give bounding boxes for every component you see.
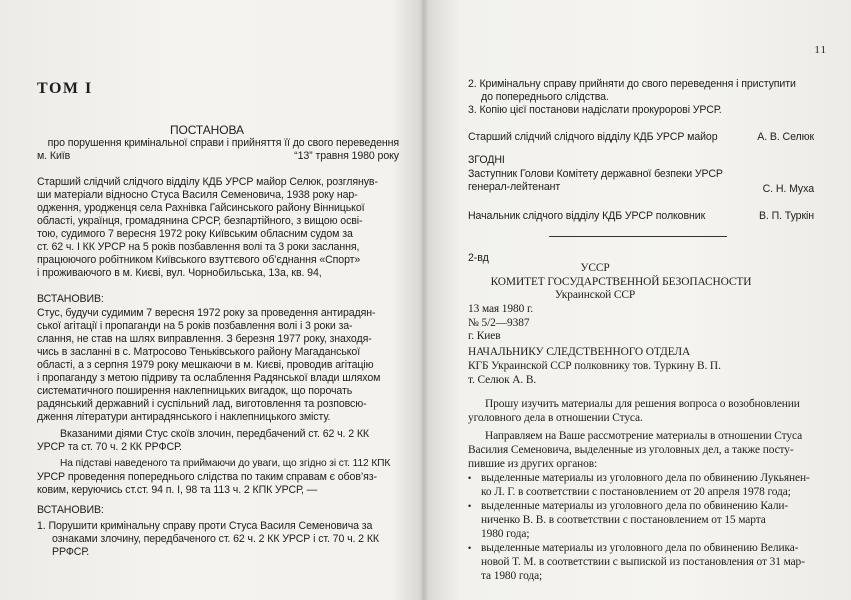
- text-line: та 1980 года;: [481, 570, 543, 582]
- right-page: [425, 0, 851, 600]
- text-line: Старший слідчий слідчого відділу КДБ УРСР майор Селюк, розглянув-: [37, 176, 378, 188]
- text-line: і проживаючого в м. Києві, вул. Чорнобильська, 13а, кв. 94,: [37, 267, 322, 279]
- signer3-title: Начальник слідчого відділу КДБ УРСР полковник: [468, 210, 706, 222]
- text-line: Вказаними діями Стус скоїв злочин, передбачений ст. 62 ч. 2 КК: [60, 428, 370, 440]
- text-line: уголовного дела в отношении Стуса.: [468, 412, 643, 424]
- text-line: Прошу изучить материалы для решения вопроса о возобновлении: [485, 398, 800, 410]
- text-line: області, а з серпня 1979 року мешкаючи в м. Києві, проводив агітацію: [37, 359, 374, 371]
- agree-heading: ЗГОДНІ: [468, 154, 505, 166]
- text-line: систематичного поширення наклепницьких вигадок, що порочать: [37, 385, 353, 397]
- text-line: радянський державний і суспільний лад, виготовлення та розповсю-: [37, 398, 367, 410]
- text-line: ниченко В. В. в соответствии с постановлением от 15 марта: [481, 514, 766, 526]
- resolved-heading: ВСТАНОВИВ:: [37, 504, 104, 516]
- text-line: працюючого робітником Київського взуттєвого об’єднання «Спорт»: [37, 254, 361, 266]
- text-line: ознаками злочину, передбаченого ст. 62 ч. 2 КК УРСР і ст. 70 ч. 2 КК: [52, 533, 379, 545]
- document-place: м. Київ: [37, 150, 71, 162]
- signer1-title: Старший слідчий слідчого відділу КДБ УРСР майор: [468, 131, 718, 143]
- reference-number: № 5/2—9387: [468, 317, 530, 329]
- document-subtitle: про порушення кримінальної справи і прийняття її до свого переведення: [47, 137, 399, 149]
- text-line: і пропаганду з метою підриву та ослаблення Радянської влади шляхом: [37, 372, 381, 384]
- section-divider: [549, 236, 727, 237]
- text-line: ко Л. Г. в соответствии с постановлением от 20 апреля 1978 года;: [481, 486, 791, 498]
- text-line: одження, уродженця села Рахнівка Гайсинського району Вінницької: [37, 202, 365, 214]
- text-line: до попереднього слідства.: [481, 91, 609, 103]
- text-line: Стус, будучи судимим 7 вересня 1972 року за проведення антирадян-: [37, 307, 376, 319]
- reference-date: 13 мая 1980 г.: [468, 303, 533, 315]
- text-line: ковим, керуючись ст.ст. 94 п. I, 98 та 113 ч. 2 КПК УРСР, —: [37, 484, 318, 496]
- org-line-2: КОМИТЕТ ГОСУДАРСТВЕННОЙ БЕЗОПАСНОСТИ: [490, 276, 752, 288]
- document-date: “13” травня 1980 року: [294, 150, 399, 162]
- text-line: На підставі наведеного та приймаючи до уваги, що згідно зі ст. 112 КПК: [60, 458, 391, 469]
- text-line: 2. Кримінальну справу прийняти до свого переведення і приступити: [468, 78, 796, 90]
- text-line: області, українця, громадянина СРСР, безпартійного, з вищою осві-: [37, 215, 363, 227]
- addressee-line-3: т. Селюк А. В.: [468, 374, 537, 386]
- reference-city: г. Киев: [468, 330, 501, 342]
- bullet-icon: •: [468, 501, 472, 511]
- text-line: выделенные материалы из уголовного дела по обвинению Лукьянен-: [481, 472, 810, 484]
- text-line: выделенные материалы из уголовного дела по обвинению Велика-: [481, 542, 799, 554]
- text-line: слання, не став на шлях виправлення. З березня 1977 року, знаходя-: [37, 333, 372, 345]
- text-line: ської агітації і пропаганди на 5 років позбавлення волі і 3 роки за-: [37, 320, 353, 332]
- volume-heading: ТОМ I: [37, 80, 93, 97]
- text-line: выделенные материалы из уголовного дела по обвинению Кали-: [481, 500, 789, 512]
- text-line: чись в засланні в с. Матросово Теньківського району Магаданської: [37, 346, 361, 358]
- text-line: 1980 года;: [481, 528, 530, 540]
- signer3-name: В. П. Туркін: [758, 210, 814, 222]
- signer2-title: Заступник Голови Комітету державної безпеки УРСР: [468, 168, 723, 180]
- text-line: ст. 62 ч. I КК УРСР на 5 років позбавлення волі та 3 роки заслання,: [37, 241, 360, 253]
- text-line: Василия Семеновича, выделенные из уголовных дел, а также посту-: [468, 444, 794, 456]
- text-line: новой Т. М. в соответствии с выпиской из постановления от 31 мар-: [481, 556, 805, 568]
- document-title: ПОСТАНОВА: [170, 123, 244, 137]
- text-line: УРСР та ст. 70 ч. 2 КК РРФСР.: [37, 441, 182, 453]
- text-line: УРСР проведення попереднього слідства по таким справам є обов’яз-: [37, 471, 377, 483]
- signer1-name: А. В. Селюк: [757, 131, 814, 143]
- bullet-icon: •: [468, 473, 472, 483]
- text-line: дження літератури антирадянського і наклепницького змісту.: [37, 411, 331, 423]
- page-number: 11: [814, 44, 827, 56]
- text-line: ши матеріали відносно Стуса Василя Семеновича, 1938 року нар-: [37, 189, 358, 201]
- org-line-1: УССР: [580, 262, 610, 274]
- signer2-rank: генерал-лейтенант: [468, 181, 561, 193]
- org-line-3: Украинской ССР: [554, 289, 636, 301]
- text-line: тою, судимого 7 вересня 1972 року Київським обласним судом за: [37, 228, 353, 240]
- text-line: Направляем на Ваше рассмотрение материалы в отношении Стуса: [485, 430, 803, 442]
- text-line: пившие из других органов:: [468, 458, 598, 470]
- section-mark: 2-вд: [468, 252, 489, 264]
- text-line: 1. Порушити кримінальну справу проти Стуса Василя Семеновича за: [37, 520, 373, 532]
- text-line: 3. Копію цієї постанови надіслати прокуророві УРСР.: [468, 104, 722, 116]
- addressee-line-2: КГБ Украинской ССР полковнику тов. Туркину В. П.: [468, 360, 721, 372]
- addressee-line-1: НАЧАЛЬНИКУ СЛЕДСТВЕННОГО ОТДЕЛА: [468, 346, 691, 358]
- established-heading: ВСТАНОВИВ:: [37, 293, 104, 305]
- bullet-icon: •: [468, 543, 472, 553]
- text-line: РРФСР.: [52, 546, 90, 558]
- signer2-name: С. Н. Муха: [762, 183, 814, 195]
- left-page: [0, 0, 422, 600]
